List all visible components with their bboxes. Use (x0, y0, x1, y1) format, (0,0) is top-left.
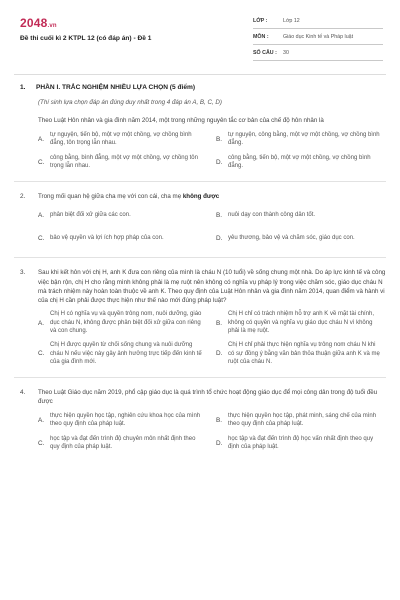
question-number: 3. (20, 269, 26, 277)
logo-suffix: .vn (47, 23, 57, 29)
answer-options (38, 130, 386, 171)
part-title: PHẦN I. TRẮC NGHIỆM NHIỀU LỰA CHỌN (5 điểm) (36, 84, 196, 91)
option-letter: A. (38, 135, 45, 143)
option-letter: A. (38, 211, 45, 219)
option-text: Chị H có nghĩa vụ và quyền trông nom, nuôi dưỡng, giáo dục cháu N, không được phân biệt đối xử giữa con riêng và con chung. (50, 311, 202, 335)
option-text: nuôi dạy con thành công dân tốt. (228, 212, 316, 219)
question-number: 4. (20, 388, 26, 396)
answer-options (38, 310, 386, 367)
question-text: Theo Luật Hôn nhân và gia đình năm 2014, một trong những nguyên tắc cơ bản của chế độ hôn nhân là (38, 117, 324, 124)
meta-label: LỚP : (253, 17, 268, 24)
logo-main: 2048 (20, 16, 48, 30)
exam-header (0, 0, 400, 80)
option-b[interactable] (216, 206, 386, 224)
option-text: học tập và đạt đến trình độ chuyên môn nhất định theo quy định của pháp luật. (50, 435, 196, 451)
option-text: Chị H được quyền từ chối sống chung và nuôi dưỡng cháu N nếu việc này gây ảnh hưởng trực tiếp đến kinh tế của gia đình mới. (50, 342, 202, 366)
option-text: học tập và đạt đến trình độ học vấn nhất định theo quy định của pháp luật. (228, 435, 374, 451)
option-d[interactable] (216, 229, 386, 247)
option-a[interactable] (38, 310, 208, 336)
question-text (38, 192, 386, 201)
meta-row-question-count (253, 45, 383, 61)
question-text: Sau khi kết hôn với chị H, anh K đưa con riêng của mình là cháu N (10 tuổi) về sống chung một nhà. Do áp lực kinh tế và công việc bận rộn, chị H cho rằng mình không phải là mẹ ruột nên không có nghĩa vụ pháp lý trong việc chăm sóc, giáo dục cháu N mà trách nhiệm này hoàn toàn thuộc về anh K. Theo quy định của Luật Hôn nhân và gia đình năm 2014, quan điểm và hành vi của chị H cần phải được thực hiện như thế nào mới đúng pháp luật? (38, 269, 386, 305)
question-text: Theo Luật Giáo dục năm 2019, phổ cập giáo dục là quá trình tổ chức hoạt động giáo dục để mọi công dân trong độ tuổi đều được (38, 388, 378, 405)
option-letter: C. (38, 234, 45, 242)
option-letter: D. (216, 350, 223, 358)
exam-title: Đề thi cuối kì 2 KTPL 12 (có đáp án) - Đề 1 (20, 35, 152, 42)
option-c[interactable] (38, 153, 208, 171)
question-number: 2. (20, 193, 26, 201)
meta-value: Giáo dục Kinh tế và Pháp luật (283, 33, 354, 40)
option-d[interactable] (216, 341, 386, 367)
option-d[interactable] (216, 153, 386, 171)
option-letter: B. (216, 211, 223, 219)
option-letter: D. (216, 158, 223, 166)
meta-value: 30 (283, 49, 289, 56)
option-letter: B. (216, 135, 223, 143)
part-heading (14, 84, 386, 91)
option-c[interactable] (38, 341, 208, 367)
option-text: tự nguyện, công bằng, một vợ một chồng, vợ chồng bình đẳng. (228, 131, 380, 147)
meta-label: MÔN : (253, 33, 269, 40)
meta-row-class (253, 13, 383, 29)
option-b[interactable] (216, 310, 386, 336)
option-text: bảo vệ quyền và lợi ích hợp pháp của con. (50, 235, 164, 242)
meta-row-subject (253, 29, 383, 45)
option-a[interactable] (38, 206, 208, 224)
meta-value: Lớp 12 (283, 17, 300, 24)
question-divider (14, 377, 386, 378)
question-3 (14, 268, 386, 366)
option-a[interactable] (38, 411, 208, 429)
exam-meta-table (253, 13, 383, 61)
question-2 (14, 192, 386, 247)
question-text-emphasis: không được (182, 193, 220, 201)
option-text: thực hiện quyền học tập, phát minh, sáng chế của mình theo quy định của pháp luật. (228, 412, 377, 428)
option-text: thực hiện quyền học tập, nghiên cứu khoa học của mình theo quy định của pháp luật. (50, 412, 201, 428)
option-letter: A. (38, 416, 45, 424)
meta-label: SỐ CÂU : (253, 49, 277, 56)
question-divider (14, 181, 386, 182)
answer-options (38, 206, 386, 247)
part-number: 1. (20, 84, 26, 91)
part-instruction: (Thí sinh lựa chọn đáp án đúng duy nhất trong 4 đáp án A, B, C, D) (38, 99, 222, 106)
option-text: tự nguyện, tiến bộ, một vợ một chồng, vợ chồng bình đẳng, tôn trọng lẫn nhau. (50, 131, 192, 147)
answer-options (38, 411, 386, 452)
question-4 (14, 388, 386, 452)
option-c[interactable] (38, 229, 208, 247)
option-b[interactable] (216, 411, 386, 429)
option-letter: D. (216, 439, 223, 447)
question-number (14, 116, 38, 171)
option-letter: C. (38, 158, 45, 166)
question-text-prefix: Trong mối quan hệ giữa cha mẹ với con cái, cha mẹ (38, 193, 183, 201)
option-text: Chị H chỉ phải thực hiện nghĩa vụ trông nom cháu N khi có sự đồng ý bằng văn bản thỏa thuận giữa anh K và mẹ ruột của cháu N. (228, 342, 380, 366)
option-letter: B. (216, 319, 223, 327)
option-text: yêu thương, bảo vệ và chăm sóc, giáo dục con. (228, 235, 355, 242)
exam-content (14, 80, 386, 452)
option-text: công bằng, bình đẳng, một vợ một chồng, vợ chồng tôn trọng lẫn nhau. (50, 154, 198, 170)
option-letter: A. (38, 319, 45, 327)
question-divider (14, 257, 386, 258)
option-letter: C. (38, 439, 45, 447)
option-d[interactable] (216, 434, 386, 452)
option-c[interactable] (38, 434, 208, 452)
header-divider (14, 74, 386, 75)
option-text: phân biệt đối xử giữa các con. (50, 212, 131, 219)
question-1 (14, 116, 386, 171)
site-logo[interactable] (20, 16, 57, 30)
option-text: công bằng, tiến bộ, một vợ một chồng, vợ chồng bình đẳng. (228, 154, 371, 170)
option-a[interactable] (38, 130, 208, 148)
option-text: Chị H chỉ có trách nhiệm hỗ trợ anh K về mặt tài chính, không có quyền và nghĩa vụ giáo dục cháu N vì không phải là mẹ ruột. (228, 311, 375, 335)
option-letter: C. (38, 350, 45, 358)
option-letter: D. (216, 234, 223, 242)
option-letter: B. (216, 416, 223, 424)
option-b[interactable] (216, 130, 386, 148)
